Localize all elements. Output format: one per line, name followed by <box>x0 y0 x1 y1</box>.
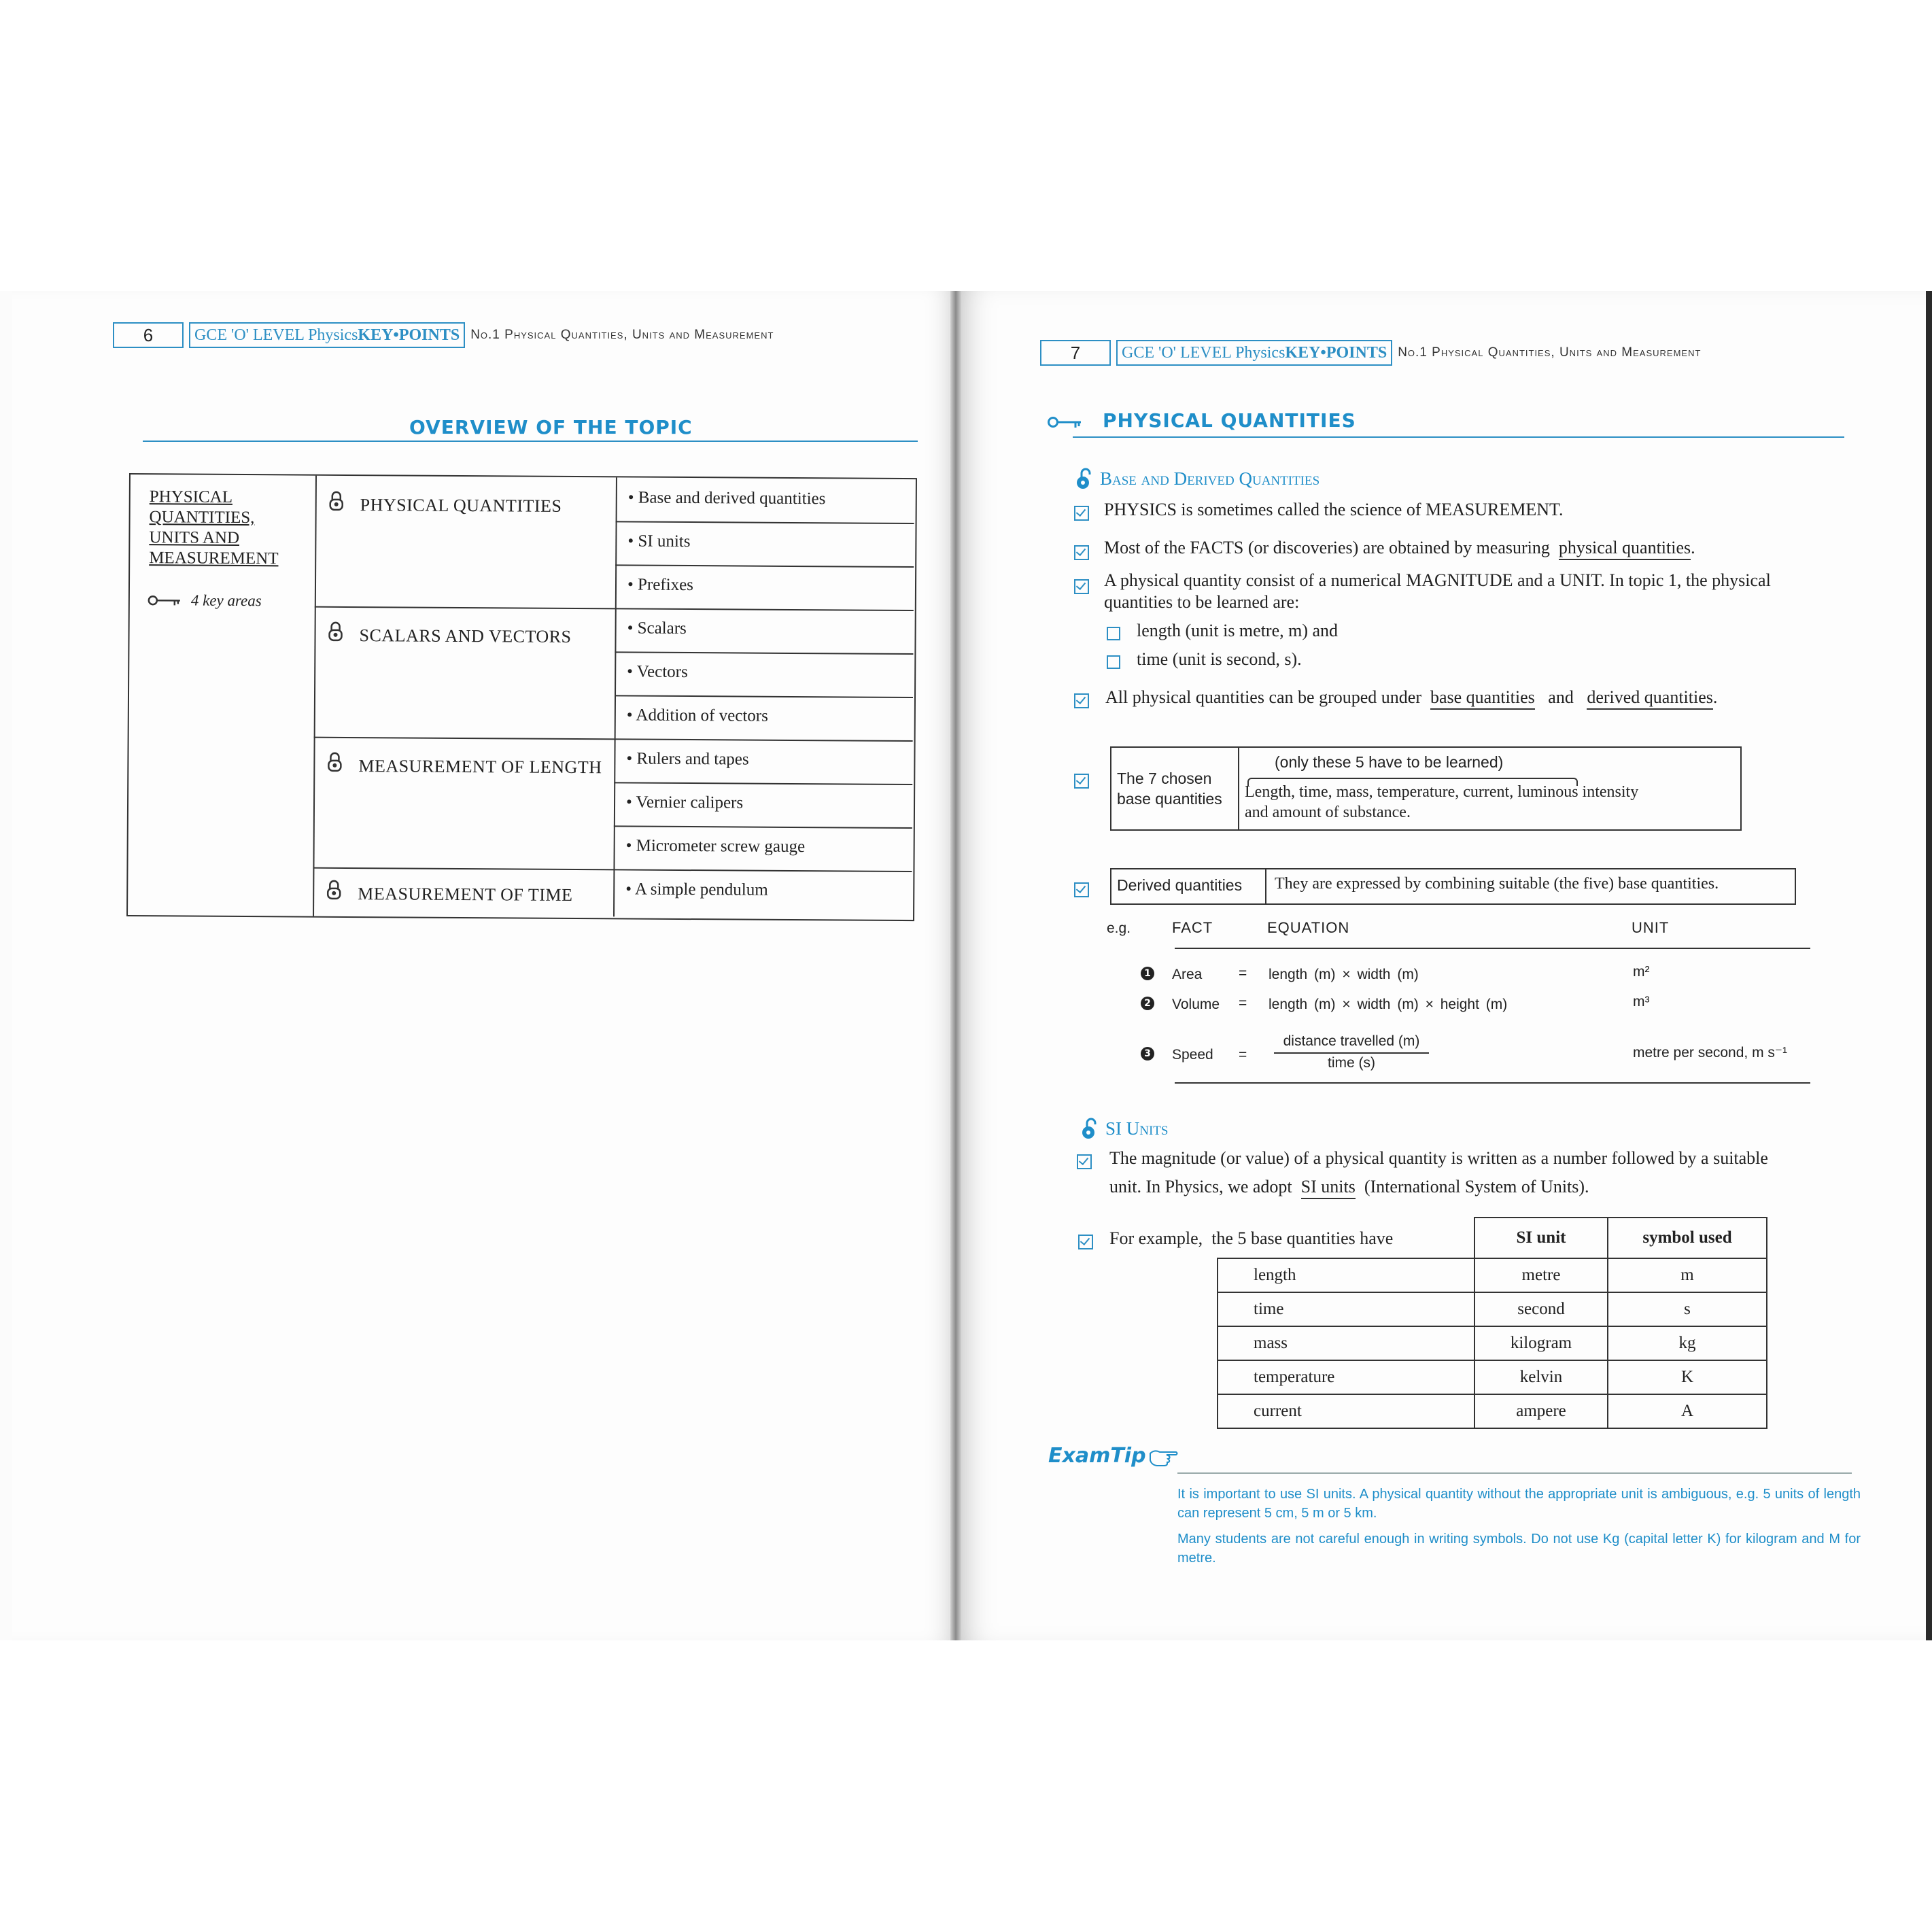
overview-area-title: MEASUREMENT OF LENGTH <box>313 737 615 869</box>
book-edge-right <box>1926 291 1932 1640</box>
unit-volume: m³ <box>1633 994 1650 1010</box>
equals: = <box>1239 995 1247 1011</box>
key-note: 4 key areas <box>148 591 262 610</box>
bullet-text: quantities to be learned are: <box>1104 592 1300 612</box>
equation-header: EQUATION <box>1267 919 1350 936</box>
overview-item: • A simple pendulum <box>625 880 768 899</box>
key-icon <box>148 593 182 607</box>
derived-quantities-box <box>1110 868 1796 905</box>
sub-bullet-text: time (unit is second, s). <box>1137 649 1302 669</box>
physical-quantities-title: PHYSICAL QUANTITIES <box>1103 409 1356 432</box>
base-quantities-label: The 7 chosen base quantities <box>1111 748 1239 829</box>
lock-icon <box>328 621 343 642</box>
check-icon <box>1074 545 1089 560</box>
table-rule <box>1175 1082 1810 1084</box>
book-brand: GCE 'O' LEVEL Physics KEY•POINTS <box>1116 340 1392 366</box>
check-icon <box>1074 693 1089 708</box>
exam-tip-paragraph-1: It is important to use SI units. A physical quantity without the appropriate unit is ambiguous, e.g. 5 units of length can represent 5 cm, 5 m or 5 km. <box>1177 1487 1861 1521</box>
overview-item: • Rulers and tapes <box>614 738 912 785</box>
chapter-title: No.1 Physical Quantities, Units and Measurement <box>470 328 774 342</box>
sub-bullet-text: length (unit is metre, m) and <box>1137 621 1339 640</box>
overview-topic: PHYSICAL QUANTITIES, UNITS AND MEASUREMENT <box>149 487 279 568</box>
check-icon <box>1078 1235 1093 1249</box>
lock-icon <box>329 491 344 511</box>
page-number: 6 <box>113 322 184 348</box>
checkbox-icon <box>1107 655 1120 669</box>
check-icon <box>1074 579 1089 594</box>
bullet-text: The magnitude (or value) of a physical quantity is written as a number followed by a suitable <box>1109 1148 1768 1168</box>
symbol-header: symbol used <box>1608 1218 1767 1258</box>
unit-area: m² <box>1633 964 1650 980</box>
section-rule <box>1073 436 1844 438</box>
overview-title: OVERVIEW OF THE TOPIC <box>409 416 693 438</box>
bullet-text: Most of the FACTS (or discoveries) are obtained by measuring physical quantities. <box>1104 537 1695 559</box>
lock-icon <box>326 880 341 900</box>
overview-item: • Vectors <box>615 651 913 698</box>
unit-header: UNIT <box>1632 919 1670 936</box>
overview-item: • SI units <box>615 521 914 568</box>
fact-area: Area <box>1172 967 1203 982</box>
table-row: mass kilogram kg <box>1218 1326 1767 1360</box>
equation-volume: length (m) × width (m) × height (m) <box>1269 997 1508 1012</box>
overview-item: • Micrometer screw gauge <box>625 836 806 857</box>
eg-label: e.g. <box>1107 920 1131 936</box>
bullet-text: PHYSICS is sometimes called the science of MEASUREMENT. <box>1104 500 1564 519</box>
check-icon <box>1077 1154 1092 1169</box>
exam-tip-label: ExamTip <box>1048 1444 1146 1468</box>
overview-item: • Base and derived quantities <box>616 477 914 524</box>
bullet-text: For example, the 5 base quantities have <box>1109 1228 1394 1248</box>
si-unit-header: SI unit <box>1474 1218 1608 1258</box>
exam-tip-rule <box>1177 1472 1852 1474</box>
right-page-header <box>1040 340 1701 366</box>
right-page <box>955 291 1929 1640</box>
base-derived-heading: Base and Derived Quantities <box>1075 468 1319 489</box>
exam-tip-paragraph-2: Many students are not careful enough in writing symbols. Do not use Kg (capital letter K) for kilogram and M for metre. <box>1177 1532 1861 1566</box>
overview-topic-cell <box>128 475 317 916</box>
fact-volume: Volume <box>1172 997 1220 1012</box>
equals: = <box>1239 965 1247 981</box>
si-units-heading: SI Units <box>1081 1118 1168 1139</box>
overview-table <box>126 473 917 921</box>
book-gutter <box>950 291 961 1640</box>
base-quantities-box <box>1110 746 1742 831</box>
bullet-text: unit. In Physics, we adopt SI units (International System of Units). <box>1109 1176 1589 1198</box>
si-units-table <box>1217 1217 1767 1429</box>
pointing-hand-icon <box>1149 1447 1179 1467</box>
overview-item: • Addition of vectors <box>626 706 768 725</box>
check-icon <box>1074 882 1089 897</box>
overview-item: • Vernier calipers <box>614 782 912 829</box>
overview-area-title: MEASUREMENT OF TIME <box>313 867 615 917</box>
check-icon <box>1074 774 1089 789</box>
table-rule <box>1175 948 1810 949</box>
bullet-text: A physical quantity consist of a numerical MAGNITUDE and a UNIT. In topic 1, the physical <box>1104 570 1771 590</box>
overview-area <box>315 476 914 611</box>
chapter-title: No.1 Physical Quantities, Units and Measurement <box>1398 345 1702 360</box>
equation-area: length (m) × width (m) <box>1269 967 1419 982</box>
fraction-bar <box>1274 1052 1429 1054</box>
base-quantities-list: Length, time, mass, temperature, current, luminous intensity and amount of substance. <box>1245 783 1639 821</box>
base-quantities-note: (only these 5 have to be learned) <box>1275 753 1504 771</box>
lock-icon <box>327 752 342 772</box>
overview-area-title: SCALARS AND VECTORS <box>314 606 617 739</box>
number-badge: 3 <box>1141 1047 1154 1060</box>
check-icon <box>1074 506 1089 521</box>
table-row: time second s <box>1218 1292 1767 1326</box>
derived-quantities-label: Derived quantities <box>1111 869 1266 903</box>
fact-header: FACT <box>1172 919 1213 936</box>
overview-area <box>313 737 912 872</box>
table-row: temperature kelvin K <box>1218 1360 1767 1394</box>
book-brand: GCE 'O' LEVEL Physics KEY•POINTS <box>189 322 465 348</box>
derived-quantities-text: They are expressed by combining suitable (the five) base quantities. <box>1275 875 1719 893</box>
checkbox-icon <box>1107 627 1120 640</box>
table-row: length metre m <box>1218 1258 1767 1292</box>
unlock-icon <box>1075 468 1093 489</box>
overview-area-title: PHYSICAL QUANTITIES <box>315 476 617 608</box>
table-header-row <box>1218 1218 1767 1258</box>
unit-speed: metre per second, m s⁻¹ <box>1633 1045 1787 1060</box>
key-icon <box>1047 415 1082 430</box>
number-badge: 2 <box>1141 997 1154 1010</box>
number-badge: 1 <box>1141 967 1154 980</box>
overview-area <box>313 867 912 918</box>
fact-speed: Speed <box>1172 1047 1213 1063</box>
left-page-header <box>113 322 774 348</box>
bullet-text: All physical quantities can be grouped under base quantities and derived quantities. <box>1105 687 1717 708</box>
overview-item: • Scalars <box>615 608 913 655</box>
overview-area <box>314 606 914 742</box>
unlock-icon <box>1081 1118 1099 1139</box>
equation-speed-denominator: time (s) <box>1328 1055 1375 1071</box>
table-row: current ampere A <box>1218 1394 1767 1428</box>
equation-speed-numerator: distance travelled (m) <box>1283 1033 1420 1049</box>
page-number: 7 <box>1040 340 1111 366</box>
overview-rule <box>143 441 918 442</box>
overview-item: • Prefixes <box>627 575 694 595</box>
equals: = <box>1239 1047 1247 1063</box>
